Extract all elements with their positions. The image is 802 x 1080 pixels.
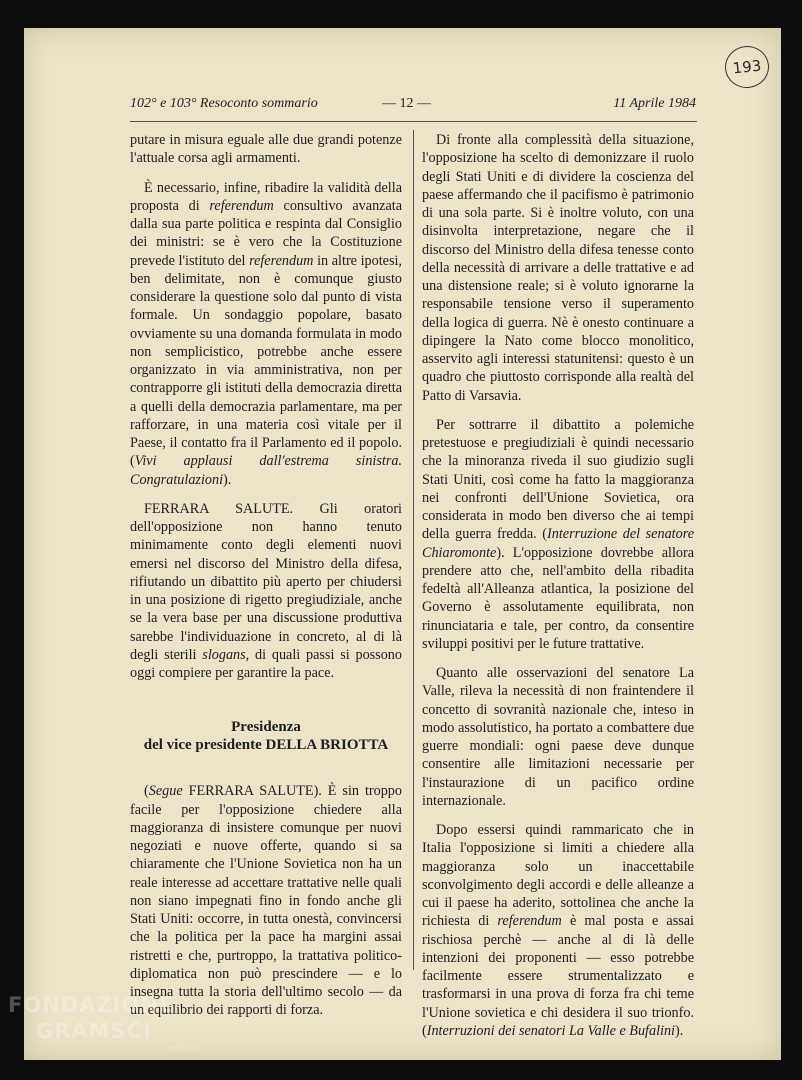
paragraph: Per sottrarre il dibattito a polemiche pretestuose e pregiudiziali è quindi necessario che la minoranza riveda il suo giudizio sugli Stati Uniti, così come ha fatto la maggioranza nei confronti dell'Unione Sovietica, ora considerata in modo ben diverso che ai tempi della guerra fredda. (Interruzione del senatore Chiaromonte). L'opposizione dovrebbe allora prendere atto che, nell'ambito della ribadita fedeltà all'Alleanza atlantica, la posizione del Governo è assolutamente equilibrata, non rinunciataria e tale, per contro, da consentire sviluppi positivi per le future trattative.: [422, 416, 694, 652]
header-page-number: — 12 —: [382, 96, 431, 111]
paragraph: FERRARA SALUTE. Gli oratori dell'opposizione non hanno tenuto minimamente conto degli elementi nuovi emersi nel discorso del Ministro della difesa, rifiutando un dibattito più aperto per chiudersi in una posizione di rigetto pregiudiziale, anche se la vera base per una discussione produttiva sarebbe l'individuazione in concreto, al di là degli sterili slogans, di quali passi si possono oggi compiere per garantire la pace.: [130, 500, 402, 681]
paragraph: (Segue FERRARA SALUTE). È sin troppo facile per l'opposizione chiedere alla maggioranza di insistere comunque per nuovi negoziati e nuove offerte, quando si sa chiaramente che l'Unione Sovietica non ha un reale interesse ad accettare trattative nelle quali non siano impegnati fino in fondo anche gli Stati Uniti: occorre, in tutta onestà, convincersi che la politica per la pace ha margini assai ristretti e che, purtroppo, la trattativa politico-diplomatica non può prescindere — e lo insegna tutta la storia dell'ultimo secolo — da un equilibrio dei rapporti di forza.: [130, 783, 402, 1019]
section-heading: [130, 718, 402, 754]
right-column: [422, 131, 694, 1040]
paragraph: Quanto alle osservazioni del senatore La Valle, rileva la necessità di non fraintendere il concetto di sovranità nazionale che, inteso in modo assolutistico, ha portato a combattere due guerre mondiali: ogni paese deve dunque consentire alle limitazioni necessarie per l'instaurazione di un pacifico ordine internazionale.: [422, 665, 694, 809]
header-date: 11 Aprile 1984: [613, 96, 696, 111]
paragraph: È necessario, infine, ribadire la validità della proposta di referendum consultivo avanzata dalla sua parte politica e respinta dal Consiglio dei ministri: se è vero che la Costituzione prevede l'istituto del referendum in altre ipotesi, ben delimitate, non è comunque giusto considerare la questione solo dal punto di vista formale. Un sondaggio popolare, basato ovviamente su una domanda formulata in modo non semplicistico, potrebbe anche essere organizzato in via amministrativa, non per contrapporre gli istituti della democrazia diretta a quelli della democrazia parlamentare, ma per rafforzare, in una materia così vitale per il Paese, il contatto fra il Parlamento ed il popolo. (Vivi applausi dall'estrema sinistra. Congratulazioni).: [130, 179, 402, 488]
heading-line: Presidenza: [231, 719, 301, 736]
paragraph: Dopo essersi quindi rammaricato che in Italia l'opposizione si limiti a chiedere alla maggioranza solo un inaccettabile sconvolgimento degli accordi e delle alleanze a cui il paese ha aderito, sottolinea che anche la richiesta di referendum è mal posta e assai rischiosa perchè — anche al di là delle intenzioni dei proponenti — esso potrebbe facilmente essere strumentalizzato e trasformarsi in una prova di forza fra chi teme l'Unione sovietica e chi desidera il suo trionfo. (Interruzioni dei senatori La Valle e Bufalini).: [422, 822, 694, 1039]
watermark-line: online: [168, 1044, 196, 1054]
header-rule: [130, 121, 697, 122]
archive-watermark: [8, 992, 195, 1054]
paragraph: Di fronte alla complessità della situazione, l'opposizione ha scelto di demonizzare il ruolo degli Stati Uniti e di dividere la coscienza del paese affermando che il pacifismo è patrimonio di una sola parte. Si è inoltre voluto, con una disinvolta interpretazione, negare che il discorso del Ministro della difesa tenesse conto della necessità di arrivare a delle trattative e ad una distensione reale; si è voluto ignorarne la responsabile tensione verso il superamento della logica di guerra. Nè è onesto continuare a dipingere la Nato come blocco monolitico, asservito agli interessi statunitensi: questo è un quadro che piuttosto corrisponde alla realtà del Patto di Varsavia.: [422, 132, 694, 404]
paragraph: putare in misura eguale alle due grandi potenze l'attuale corsa agli armamenti.: [130, 132, 402, 167]
watermark-line: GRAMSCI: [36, 1019, 152, 1043]
left-column: [130, 131, 402, 1020]
column-divider: [413, 130, 414, 970]
heading-line: del vice presidente DELLA BRIOTTA: [143, 737, 389, 754]
page-header: [130, 96, 696, 116]
page-number-stamp: 193: [723, 44, 771, 90]
watermark-line: FONDAZIONE: [8, 993, 175, 1017]
header-title: 102° e 103° Resoconto sommario: [130, 96, 318, 111]
